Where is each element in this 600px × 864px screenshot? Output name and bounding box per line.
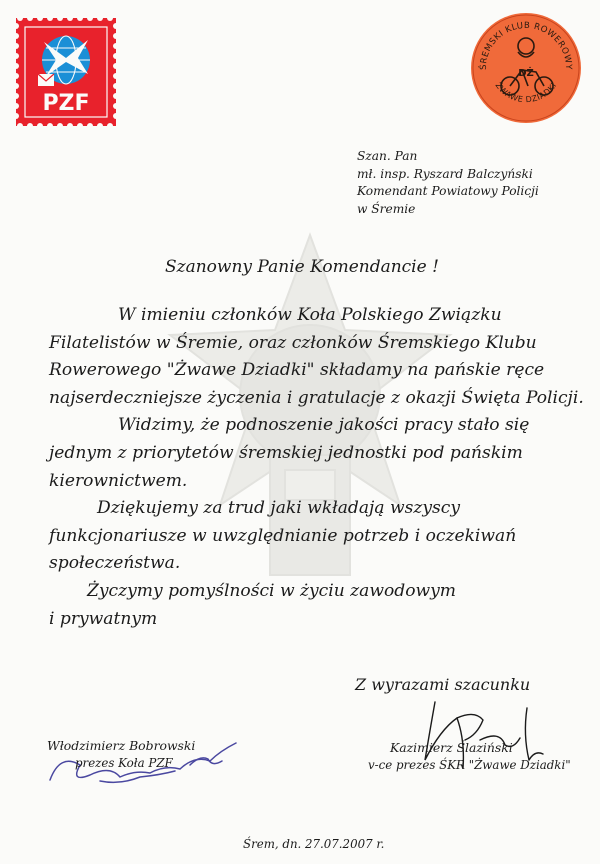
salutation: Szanowny Panie Komendancie ! [165,257,439,277]
right-signatory-name: Kazimierz Ślaziński [390,740,513,755]
body-line: Filatelistów w Śremie, oraz członków Śremskiego Klubu [49,332,537,353]
seal-top-text: ŚREMSKI KLUB ROWEROWY [478,20,574,71]
pzf-logo-text: PZF [42,91,90,116]
recipient-address [357,148,539,218]
body-line: Życzymy pomyślności w życiu zawodowym [87,580,457,601]
pzf-logo [16,18,116,126]
recipient-line: mł. insp. Ryszard Balczyński [357,166,533,181]
closing-phrase: Z wyrazami szacunku [355,675,531,694]
seal-initials: DŻ [518,68,534,79]
body-line: kierownictwem. [49,470,188,491]
recipient-line: Szan. Pan [357,149,418,163]
recipient-line: Komendant Powiatowy Policji [357,184,539,198]
seal-bottom-text: ŻWAWE DZIADKI [493,80,559,105]
body-line: Widzimy, że podnoszenie jakości pracy stało się [118,415,530,436]
left-signatory-title: prezes Koła PZF [75,756,173,770]
body-line: społeczeństwa. [49,553,181,574]
recipient-line: w Śremie [357,201,416,216]
body-line: W imieniu członków Koła Polskiego Związku [118,305,502,325]
date-line: Śrem, dn. 27.07.2007 r. [243,837,385,851]
cycling-club-seal [470,12,582,124]
body-line: Rowerowego "Żwawe Dziadki" składamy na pańskie ręce [49,360,545,381]
body-line: najserdeczniejsze życzenia i gratulacje z okazji Święta Policji. [49,387,584,408]
body-line: jednym z priorytetów śremskiej jednostki pod pańskim [49,442,523,463]
body-line: funkcjonariusze w uwzględnianie potrzeb i oczekiwań [49,525,517,546]
right-signatory-title: v-ce prezes ŚKR "Żwawe Dziadki" [368,758,571,772]
body-line: Dziękujemy za trud jaki wkładają wszyscy [97,498,461,519]
body-line: i prywatnym [49,608,158,629]
letter-body [49,302,589,633]
left-signatory-name: Włodzimierz Bobrowski [47,738,196,753]
